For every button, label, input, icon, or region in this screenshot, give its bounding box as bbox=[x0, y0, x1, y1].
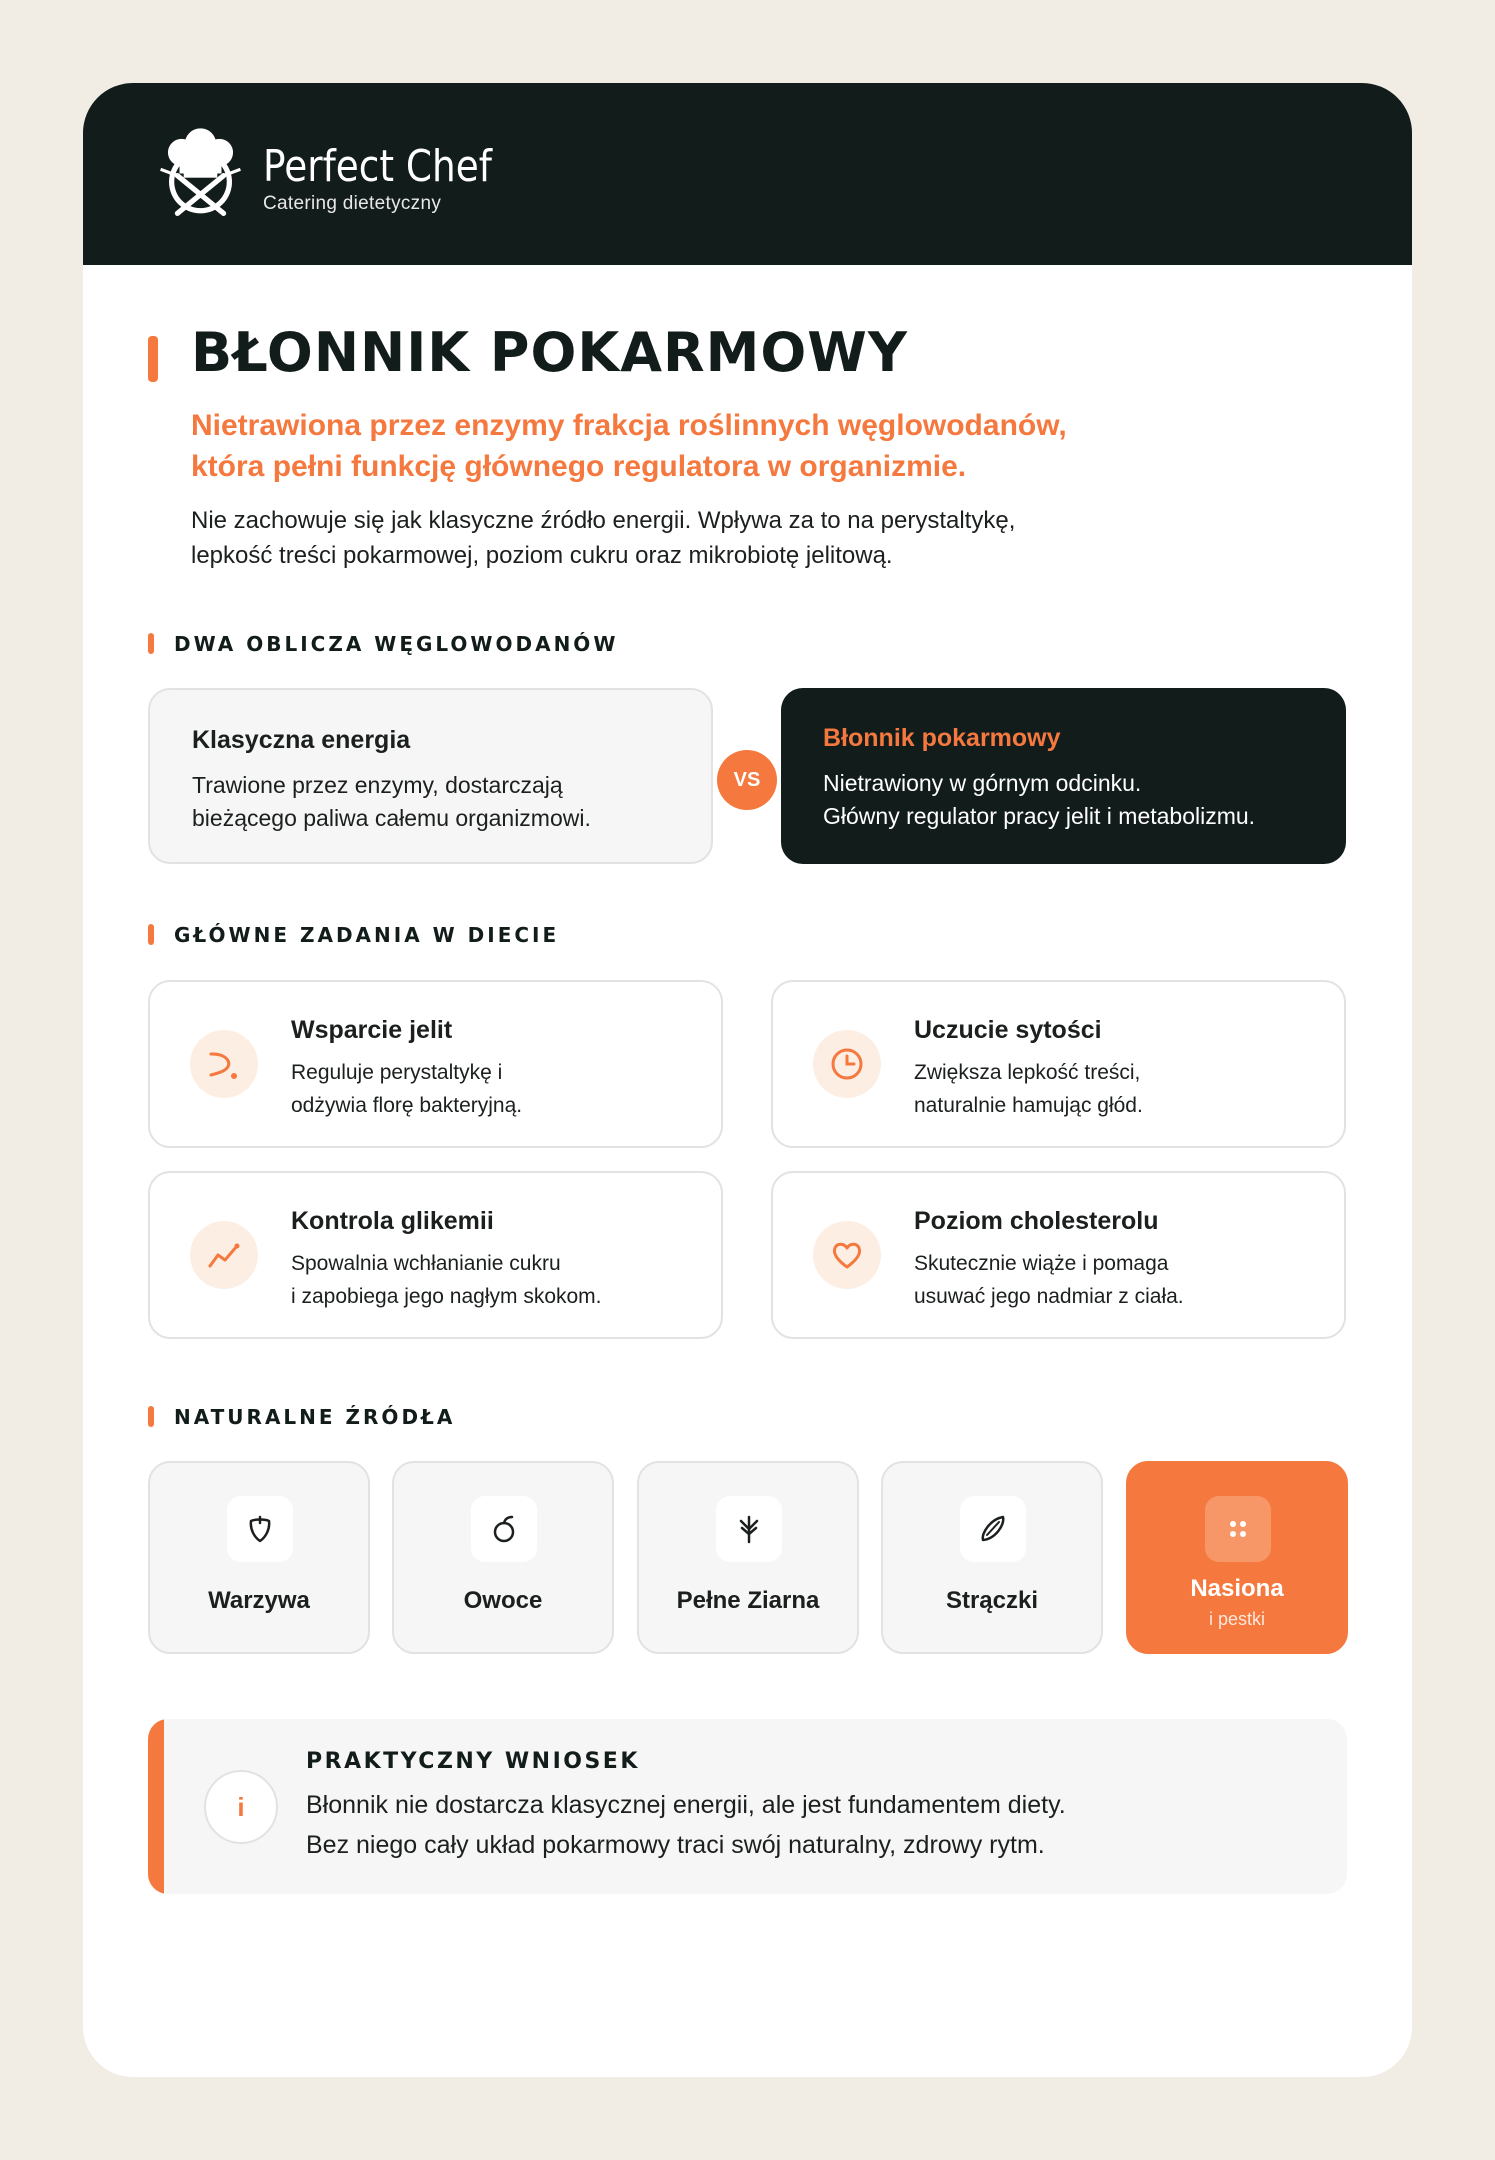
task-text bbox=[291, 1247, 711, 1313]
lead-text bbox=[191, 405, 1291, 487]
source-label: Warzywa bbox=[208, 1587, 310, 1614]
comparison-text bbox=[192, 769, 669, 835]
source-label: Nasiona bbox=[1190, 1575, 1284, 1602]
comparison-title: Klasyczna energia bbox=[192, 726, 411, 754]
section-accent-bar bbox=[148, 1406, 154, 1427]
task-line: Spowalnia wchłanianie cukru bbox=[291, 1252, 561, 1275]
task-card-glycemia bbox=[148, 1171, 723, 1339]
note-text bbox=[306, 1785, 1306, 1865]
pod-icon bbox=[960, 1496, 1026, 1562]
gut-curve-icon bbox=[190, 1030, 258, 1098]
page-title: BŁONNIK POKARMOWY bbox=[191, 321, 908, 384]
task-title: Wsparcie jelit bbox=[291, 1016, 453, 1044]
comparison-line: Główny regulator pracy jelit i metabolizmu. bbox=[823, 803, 1256, 829]
leaf-icon bbox=[227, 1496, 293, 1562]
source-label: Strączki bbox=[945, 1587, 1039, 1614]
note-title: PRAKTYCZNY WNIOSEK bbox=[306, 1749, 640, 1774]
task-line: Reguluje perystaltykę i bbox=[291, 1061, 503, 1084]
seeds-icon bbox=[1205, 1496, 1271, 1562]
source-card-whole-grains bbox=[637, 1461, 859, 1654]
section-accent-bar bbox=[148, 633, 154, 654]
source-card-seeds bbox=[1126, 1461, 1348, 1654]
description-line: lepkość treści pokarmowej, poziom cukru oraz mikrobiotę jelitową. bbox=[191, 542, 893, 569]
source-label: Owoce bbox=[463, 1587, 543, 1614]
description-line: Nie zachowuje się jak klasyczne źródło energii. Wpływa za to na perystaltykę, bbox=[191, 507, 1016, 534]
heart-icon bbox=[813, 1221, 881, 1289]
source-sublabel: i pestki bbox=[1208, 1609, 1266, 1629]
section-title: GŁÓWNE ZADANIA W DIECIE bbox=[174, 923, 560, 947]
title-accent-bar bbox=[148, 336, 158, 382]
comparison-line: Nietrawiony w górnym odcinku. bbox=[823, 770, 1142, 796]
task-line: Zwiększa lepkość treści, bbox=[914, 1061, 1141, 1084]
task-line: odżywia florę bakteryjną. bbox=[291, 1094, 523, 1117]
practical-conclusion-box bbox=[148, 1719, 1347, 1894]
comparison-text bbox=[823, 767, 1304, 833]
task-line: naturalnie hamując głód. bbox=[914, 1094, 1143, 1117]
task-text bbox=[291, 1056, 711, 1122]
comparison-classic-energy bbox=[148, 688, 713, 864]
task-card-gut-support bbox=[148, 980, 723, 1148]
comparison-line: Trawione przez enzymy, dostarczają bbox=[192, 772, 563, 798]
task-title: Poziom cholesterolu bbox=[914, 1207, 1159, 1235]
section-title: DWA OBLICZA WĘGLOWODANÓW bbox=[174, 632, 619, 656]
task-title: Uczucie sytości bbox=[914, 1016, 1102, 1044]
infographic-card bbox=[83, 83, 1412, 2077]
vs-badge: VS bbox=[717, 750, 777, 810]
source-card-fruits bbox=[392, 1461, 614, 1654]
task-line: i zapobiega jego nagłym skokom. bbox=[291, 1285, 602, 1308]
task-line: usuwać jego nadmiar z ciała. bbox=[914, 1285, 1184, 1308]
comparison-fiber bbox=[781, 688, 1346, 864]
lead-line: Nietrawiona przez enzymy frakcja roślinnych węglowodanów, bbox=[191, 409, 1067, 442]
section-title: NATURALNE ŹRÓDŁA bbox=[174, 1405, 456, 1429]
task-text bbox=[914, 1247, 1334, 1313]
brand-name: Perfect Chef bbox=[263, 141, 492, 192]
lead-line: która pełni funkcję głównego regulatora w organizmie. bbox=[191, 450, 967, 483]
trend-line-icon bbox=[190, 1221, 258, 1289]
task-card-cholesterol bbox=[771, 1171, 1346, 1339]
note-accent-bar bbox=[148, 1719, 164, 1894]
task-title: Kontrola glikemii bbox=[291, 1207, 494, 1235]
source-label: Pełne Ziarna bbox=[676, 1587, 820, 1614]
section-accent-bar bbox=[148, 924, 154, 945]
section-label-sources bbox=[174, 1405, 455, 1429]
chef-hat-logo-icon bbox=[148, 121, 253, 226]
task-line: Skutecznie wiąże i pomaga bbox=[914, 1252, 1169, 1275]
task-card-satiety bbox=[771, 980, 1346, 1148]
note-line: Bez niego cały układ pokarmowy traci swój naturalny, zdrowy rytm. bbox=[306, 1831, 1045, 1859]
brand-tagline: Catering dietetyczny bbox=[263, 193, 442, 214]
wheat-icon bbox=[716, 1496, 782, 1562]
info-icon: i bbox=[204, 1770, 278, 1844]
source-card-legumes bbox=[881, 1461, 1103, 1654]
apple-icon bbox=[471, 1496, 537, 1562]
source-card-vegetables bbox=[148, 1461, 370, 1654]
task-text bbox=[914, 1056, 1334, 1122]
note-line: Błonnik nie dostarcza klasycznej energii, ale jest fundamentem diety. bbox=[306, 1791, 1066, 1819]
description-text bbox=[191, 503, 1241, 573]
section-label-comparison bbox=[174, 632, 618, 656]
comparison-line: bieżącego paliwa całemu organizmowi. bbox=[192, 805, 591, 831]
section-label-tasks bbox=[174, 923, 559, 947]
clock-icon bbox=[813, 1030, 881, 1098]
header bbox=[83, 83, 1412, 265]
comparison-title: Błonnik pokarmowy bbox=[823, 724, 1061, 752]
